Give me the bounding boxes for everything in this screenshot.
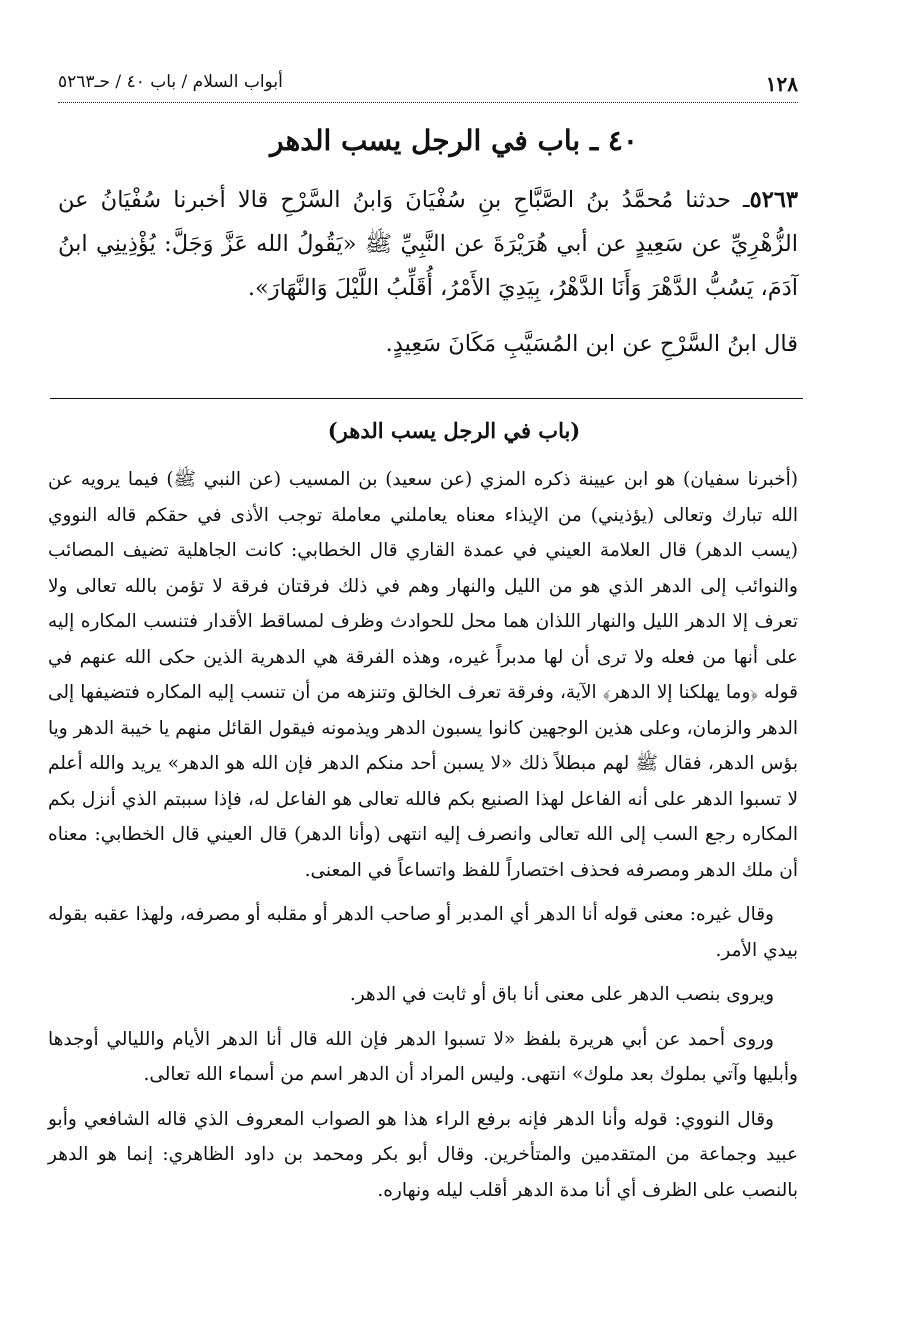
commentary-heading: (باب في الرجل يسب الدهر) <box>327 418 581 443</box>
commentary-paragraph: وروى أحمد عن أبي هريرة بلفظ «لا تسبوا الدهر فإن الله قال أنا الدهر الأيام والليالي أوجدها وأبليها وآتي بملوك بعد ملوك» انتهى. وليس المراد أن الدهر اسم من أسماء الله تعالى. <box>48 1028 798 1085</box>
chapter-title: ٤٠ ـ باب في الرجل يسب الدهر <box>270 124 638 157</box>
running-title: أبواب السلام / باب ٤٠ / حـ٥٢٦٣ <box>58 72 283 92</box>
hadith-text: ـ حدثنا مُحمَّدُ بنُ الصَّبَّاحِ بنِ سُفْيَانَ وَابنُ السَّرْحِ قالا أخبرنا سُفْيَانُ عن الزُّهْرِيِّ عن سَعِيدٍ عن أبي هُرَيْرَةَ عن النَّبِيِّ ﷺ «يَقُولُ الله عَزَّ وَجَلَّ: يُؤْذِينِي ابنُ آدَمَ، يَسُبُّ الدَّهْرَ وَأَنَا الدَّهْرُ، بِيَدِيَ الأَمْرُ، أُقَلِّبُ اللَّيْلَ وَالنَّهَارَ». <box>58 187 798 301</box>
hadith-number: ٥٢٦٣ <box>749 187 798 213</box>
commentary-paragraph: (أخبرنا سفيان) هو ابن عيينة ذكره المزي (عن سعيد) بن المسيب (عن النبي ﷺ) فيما يرويه عن الله تبارك وتعالى (يؤذيني) من الإيذاء معناه يعاملني معاملة توجب الأذى في حقكم قاله النووي (يسب الدهر) قال العلامة العيني في عمدة القاري قال الخطابي: كانت الجاهلية تضيف المصائب والنوائب إلى الدهر الذي هو من الليل والنهار وهم في ذلك فرقتان فرقة لا تؤمن بالله تعالى ولا تعرف إلا الدهر الليل والنهار اللذان هما محل للحوادث وظرف لمساقط الأقدار فتنسب المكاره إليه على أنها من فعله ولا ترى أن لها مدبراً غيره، وهذه الفرقة هي الدهرية الذين حكى الله عنهم في قوله ﴿وما يهلكنا إلا الدهر﴾ الآية، وفرقة تعرف الخالق وتنزهه من أن تنسب إليه المكاره فتضيفها إلى الدهر والزمان، وعلى هذين الوجهين كانوا يسبون الدهر ويذمونه فيقول القائل منهم يا خيبة الدهر ويا بؤس الدهر، فقال ﷺ لهم مبطلاً ذلك «لا يسبن أحد منكم الدهر فإن الله هو الدهر» يريد والله أعلم لا تسبوا الدهر على أنه الفاعل لهذا الصنيع بكم فالله تعالى هو الفاعل له، فإذا سببتم الذي أنزل بكم المكاره رجع السب إلى الله تعالى وانصرف إليه انتهى (وأنا الدهر) قال العيني قال الخطابي: معناه أن ملك الدهر ومصرفه فحذف اختصاراً للفظ واتساعاً في المعنى. <box>48 469 798 881</box>
commentary-paragraph: ويروى بنصب الدهر على معنى أنا باق أو ثابت في الدهر. <box>349 984 774 1005</box>
page-number: ١٢٨ <box>765 72 798 96</box>
hadith-text-block <box>58 178 798 310</box>
hadith-note: قال ابنُ السَّرْحِ عن ابن المُسَيَّبِ مَكَانَ سَعِيدٍ. <box>385 331 798 357</box>
commentary-paragraph: وقال النووي: قوله وأنا الدهر فإنه برفع الراء هذا هو الصواب المعروف الذي قاله الشافعي وأبو عبيد وجماعة من المتقدمين والمتأخرين. وقال أبو بكر ومحمد بن داود الظاهري: إنما هو الدهر بالنصب على الظرف أي أنا مدة الدهر أقلب ليله ونهاره. <box>48 1108 798 1201</box>
commentary <box>48 462 798 1217</box>
page-header <box>58 66 798 103</box>
commentary-paragraph: وقال غيره: معنى قوله أنا الدهر أي المدبر أو صاحب الدهر أو مقلبه أو مصرفه، ولهذا عقبه بقوله بيدي الأمر. <box>48 904 798 961</box>
separator-rule <box>50 398 803 399</box>
